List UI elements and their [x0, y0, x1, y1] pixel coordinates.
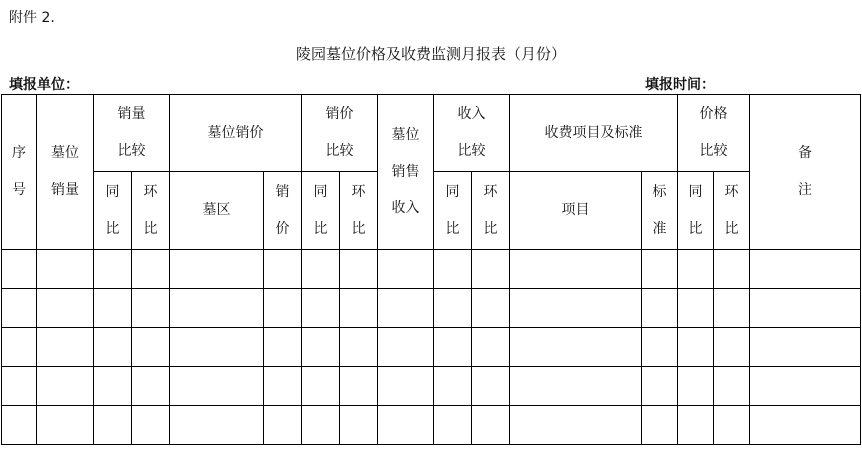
table-cell[interactable]	[132, 328, 170, 367]
header-tomb-price: 墓位销价	[170, 95, 302, 172]
table-cell[interactable]	[378, 367, 434, 406]
table-cell[interactable]	[378, 250, 434, 289]
table-cell[interactable]	[264, 406, 302, 445]
table-row	[2, 250, 861, 289]
header-tomb-sales: 墓位 销量	[37, 95, 94, 250]
table-cell[interactable]	[2, 328, 37, 367]
table-cell[interactable]	[264, 289, 302, 328]
table-cell[interactable]	[378, 289, 434, 328]
table-cell[interactable]	[37, 328, 94, 367]
table-cell[interactable]	[170, 289, 264, 328]
table-cell[interactable]	[714, 406, 750, 445]
table-cell[interactable]	[94, 367, 132, 406]
table-cell[interactable]	[94, 328, 132, 367]
attachment-label: 附件 2.	[9, 10, 55, 26]
table-cell[interactable]	[434, 328, 472, 367]
header-price-mom: 环 比	[340, 172, 378, 250]
table-cell[interactable]	[750, 367, 861, 406]
table-cell[interactable]	[642, 328, 678, 367]
table-cell[interactable]	[302, 289, 340, 328]
table-cell[interactable]	[132, 367, 170, 406]
table-row	[2, 406, 861, 445]
table-cell[interactable]	[378, 406, 434, 445]
reporting-time-label: 填报时间：	[645, 77, 715, 93]
table-cell[interactable]	[472, 328, 510, 367]
table-cell[interactable]	[678, 250, 714, 289]
table-cell[interactable]	[302, 328, 340, 367]
table-cell[interactable]	[37, 367, 94, 406]
table-cell[interactable]	[170, 406, 264, 445]
table-cell[interactable]	[510, 367, 642, 406]
header-price-compare: 销价 比较	[302, 95, 378, 172]
table-cell[interactable]	[340, 406, 378, 445]
header-revenue-compare: 收入 比较	[434, 95, 510, 172]
header-volume-mom: 环 比	[132, 172, 170, 250]
table-cell[interactable]	[714, 250, 750, 289]
table-cell[interactable]	[750, 328, 861, 367]
table-cell[interactable]	[434, 406, 472, 445]
table-cell[interactable]	[510, 406, 642, 445]
table-cell[interactable]	[340, 328, 378, 367]
table-cell[interactable]	[678, 289, 714, 328]
header-tomb-revenue: 墓位 销售 收入	[378, 95, 434, 250]
table-cell[interactable]	[642, 250, 678, 289]
table-cell[interactable]	[94, 289, 132, 328]
reporting-unit-label: 填报单位：	[9, 77, 79, 93]
table-cell[interactable]	[37, 289, 94, 328]
report-title: 陵园墓位价格及收费监测月报表（月份）	[295, 45, 566, 63]
header-tomb-area: 墓区	[170, 172, 264, 250]
header-sale-price: 销 价	[264, 172, 302, 250]
table-cell[interactable]	[642, 367, 678, 406]
table-cell[interactable]	[472, 367, 510, 406]
table-row	[2, 328, 861, 367]
header-seq: 序 号	[2, 95, 37, 250]
table-cell[interactable]	[714, 289, 750, 328]
table-cell[interactable]	[264, 250, 302, 289]
table-cell[interactable]	[642, 289, 678, 328]
table-cell[interactable]	[678, 328, 714, 367]
table-cell[interactable]	[2, 289, 37, 328]
table-cell[interactable]	[264, 328, 302, 367]
header-fee-mom: 环 比	[714, 172, 750, 250]
table-cell[interactable]	[264, 367, 302, 406]
table-cell[interactable]	[37, 250, 94, 289]
table-cell[interactable]	[94, 406, 132, 445]
table-cell[interactable]	[750, 289, 861, 328]
table-cell[interactable]	[37, 406, 94, 445]
monitoring-report-table	[1, 94, 861, 445]
table-cell[interactable]	[678, 367, 714, 406]
table-cell[interactable]	[434, 367, 472, 406]
table-cell[interactable]	[750, 250, 861, 289]
table-cell[interactable]	[472, 289, 510, 328]
header-volume-compare: 销量 比较	[94, 95, 170, 172]
table-cell[interactable]	[170, 328, 264, 367]
table-cell[interactable]	[510, 328, 642, 367]
table-cell[interactable]	[170, 250, 264, 289]
table-cell[interactable]	[132, 406, 170, 445]
table-cell[interactable]	[2, 406, 37, 445]
table-cell[interactable]	[302, 406, 340, 445]
table-row	[2, 367, 861, 406]
table-cell[interactable]	[472, 406, 510, 445]
table-cell[interactable]	[132, 250, 170, 289]
table-body	[2, 250, 861, 445]
table-cell[interactable]	[434, 289, 472, 328]
header-revenue-yoy: 同 比	[434, 172, 472, 250]
table-cell[interactable]	[472, 250, 510, 289]
header-remarks: 备 注	[750, 95, 861, 250]
table-cell[interactable]	[2, 367, 37, 406]
table-cell[interactable]	[340, 289, 378, 328]
header-fee-compare: 价格 比较	[678, 95, 750, 172]
header-fee-yoy: 同 比	[678, 172, 714, 250]
table-cell[interactable]	[340, 250, 378, 289]
table-cell[interactable]	[302, 367, 340, 406]
header-fee-items: 收费项目及标准	[510, 95, 678, 172]
table-cell[interactable]	[302, 250, 340, 289]
header-revenue-mom: 环 比	[472, 172, 510, 250]
table-cell[interactable]	[678, 406, 714, 445]
table-cell[interactable]	[510, 289, 642, 328]
table-cell[interactable]	[340, 367, 378, 406]
table-cell[interactable]	[170, 367, 264, 406]
table-cell[interactable]	[750, 406, 861, 445]
table-cell[interactable]	[2, 250, 37, 289]
table-cell[interactable]	[378, 328, 434, 367]
table-cell[interactable]	[714, 367, 750, 406]
table-cell[interactable]	[434, 250, 472, 289]
header-price-yoy: 同 比	[302, 172, 340, 250]
table-cell[interactable]	[132, 289, 170, 328]
table-cell[interactable]	[94, 250, 132, 289]
header-standard: 标 准	[642, 172, 678, 250]
header-item: 项目	[510, 172, 642, 250]
table-cell[interactable]	[714, 328, 750, 367]
table-cell[interactable]	[510, 250, 642, 289]
table-row	[2, 289, 861, 328]
header-volume-yoy: 同 比	[94, 172, 132, 250]
table-cell[interactable]	[642, 406, 678, 445]
